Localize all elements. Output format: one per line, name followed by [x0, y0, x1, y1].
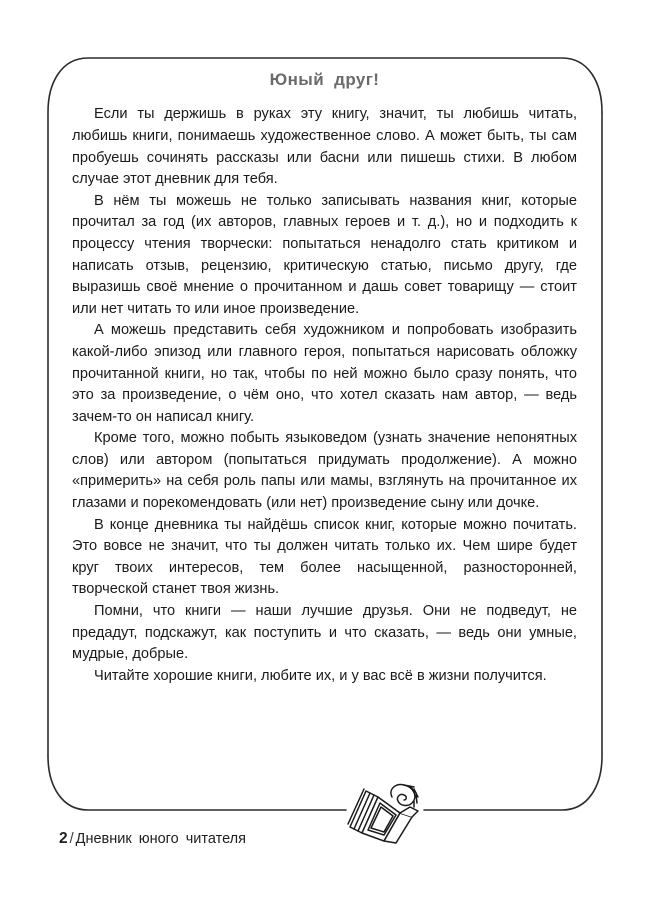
paragraph-6: Помни, что книги — наши лучшие друзья. Они не подведут, не предадут, подскажут, как поступить и что сказать, — ведь они умные, мудрые, добрые.: [72, 603, 577, 663]
page-title: Юный друг!: [269, 70, 380, 89]
letter-body: [72, 70, 577, 687]
paragraph-1: Если ты держишь в руках эту книгу, значит, ты любишь читать, любишь книги, понимаешь художественное слово. А может быть, ты сам пробуешь сочинять рассказы или басни или пишешь стихи. В любом случае этот дневник для тебя.: [72, 106, 577, 188]
footer-title: Дневник юного читателя: [75, 831, 246, 847]
footer-separator: /: [69, 831, 74, 847]
paragraph-2: В нём ты можешь не только записывать названия книг, которые прочитал за год (их авторов, главных героев и т. д.), но и подходить к процессу чтения творчески: попытаться ненадолго стать критиком и написать отзыв, рецензию, критическую статью, письмо другу, где выразишь своё мнение о прочитанном и дашь совет товарищу — стоит или нет читать то или иное произведение.: [72, 192, 577, 317]
paragraph-7: Читайте хорошие книги, любите их, и у вас всё в жизни получится.: [94, 667, 547, 684]
open-book-icon: [344, 783, 430, 847]
page-footer: [59, 830, 246, 848]
paragraph-5: В конце дневника ты найдёшь список книг, которые можно почитать. Это вовсе не значит, что ты должен читать только их. Чем шире будет круг твоих интересов, тем более насыщенной, разносторонней, творческой станет твоя жизнь.: [72, 516, 577, 598]
page-number: 2: [59, 830, 68, 847]
paragraph-4: Кроме того, можно побыть языковедом (узнать значение непонятных слов) или автором (попытаться придумать продолжение). А можно «примерить» на себя роль папы или мамы, взглянуть на прочитанное их глазами и порекомендовать (или нет) произведение сыну или дочке.: [72, 430, 577, 512]
paragraph-3: А можешь представить себя художником и попробовать изобразить какой-либо эпизод или главного героя, попытаться нарисовать обложку прочитанной книги, но так, чтобы по ней можно было сразу понять, что это за произведение, о чём оно, что хотел сказать нам автор, — ведь зачем-то он написал книгу.: [72, 322, 577, 425]
